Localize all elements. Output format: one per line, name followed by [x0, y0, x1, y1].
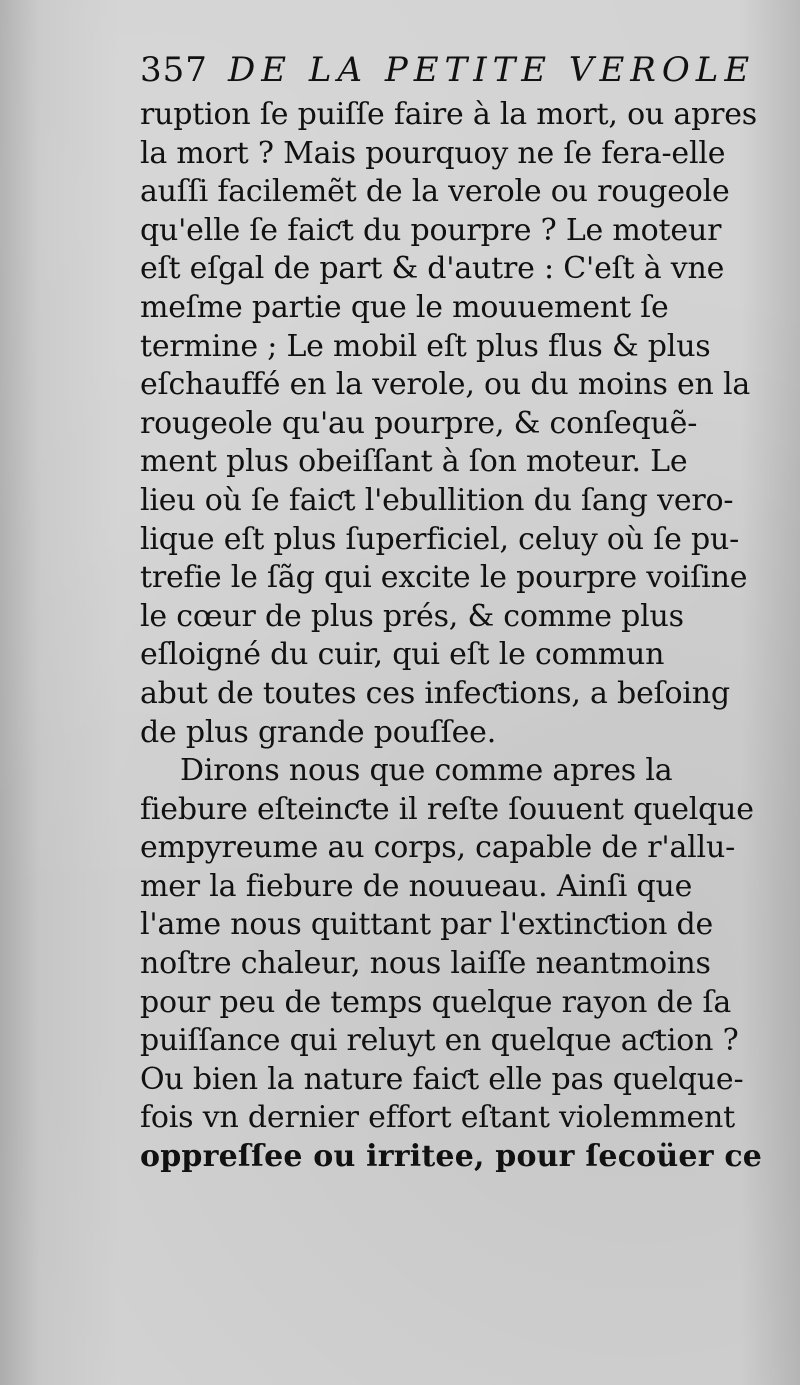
text-line: meſme partie que le mouuement ſe — [140, 289, 669, 325]
running-title: DE LA PETITE VEROLE — [228, 50, 756, 90]
text-line: lique eſt plus ſuperficiel, celuy où ſe pu- — [140, 521, 740, 557]
page-number: 357 — [140, 50, 208, 90]
text-line: trefie le ſãg qui excite le pourpre voiſine — [140, 560, 748, 596]
text-line: auſſi facilemẽt de la verole ou rougeole — [140, 174, 730, 210]
text-line: qu'elle ſe faiƈt du pourpre ? Le moteur — [140, 212, 722, 248]
running-head — [140, 48, 756, 98]
text-line: l'ame nous quittant par l'extinƈtion de — [140, 907, 714, 943]
text-line: la mort ? Mais pourquoy ne ſe fera-elle — [140, 135, 726, 171]
text-line: noſtre chaleur, nous laiſſe neantmoins — [140, 946, 711, 982]
text-line: eſchauffé en la verole, ou du moins en la — [140, 367, 751, 403]
text-line: fiebure eſteinƈte il reſte ſouuent quelque — [140, 791, 754, 827]
text-line: empyreume au corps, capable de r'allu- — [140, 830, 736, 866]
text-line: de plus grande pouſſee. — [140, 714, 497, 750]
text-line: mer la fiebure de nouueau. Ainſi que — [140, 868, 693, 904]
final-text-line: oppreſſee ou irritee, pour ſecoüer ce — [140, 1139, 763, 1175]
text-line: Ou bien la nature faiƈt elle pas quelque- — [140, 1061, 744, 1097]
text-line: rougeole qu'au pourpre, & conſequẽ- — [140, 405, 698, 441]
text-line: le cœur de plus prés, & comme plus — [140, 598, 684, 634]
text-line: ruption ſe puiſſe faire à la mort, ou apres — [140, 97, 757, 132]
paragraph-start-line: Dirons nous que comme apres la — [180, 753, 673, 789]
text-line: termine ; Le mobil eſt plus flus & plus — [140, 328, 711, 364]
text-line: ment plus obeiſſant à ſon moteur. Le — [140, 444, 688, 480]
text-line: puiſſance qui reluyt en quelque aƈtion ? — [140, 1023, 739, 1059]
text-line: abut de toutes ces infeƈtions, a beſoing — [140, 675, 730, 711]
body-text — [140, 96, 770, 1177]
text-line: eſloigné du cuir, qui eſt le commun — [140, 637, 665, 673]
text-line: lieu où ſe faiƈt l'ebullition du ſang vero- — [140, 482, 734, 518]
text-line: pour peu de temps quelque rayon de ſa — [140, 984, 732, 1020]
text-line: eſt eſgal de part & d'autre : C'eſt à vne — [140, 251, 725, 287]
text-line: fois vn dernier effort eſtant violemment — [140, 1100, 735, 1136]
